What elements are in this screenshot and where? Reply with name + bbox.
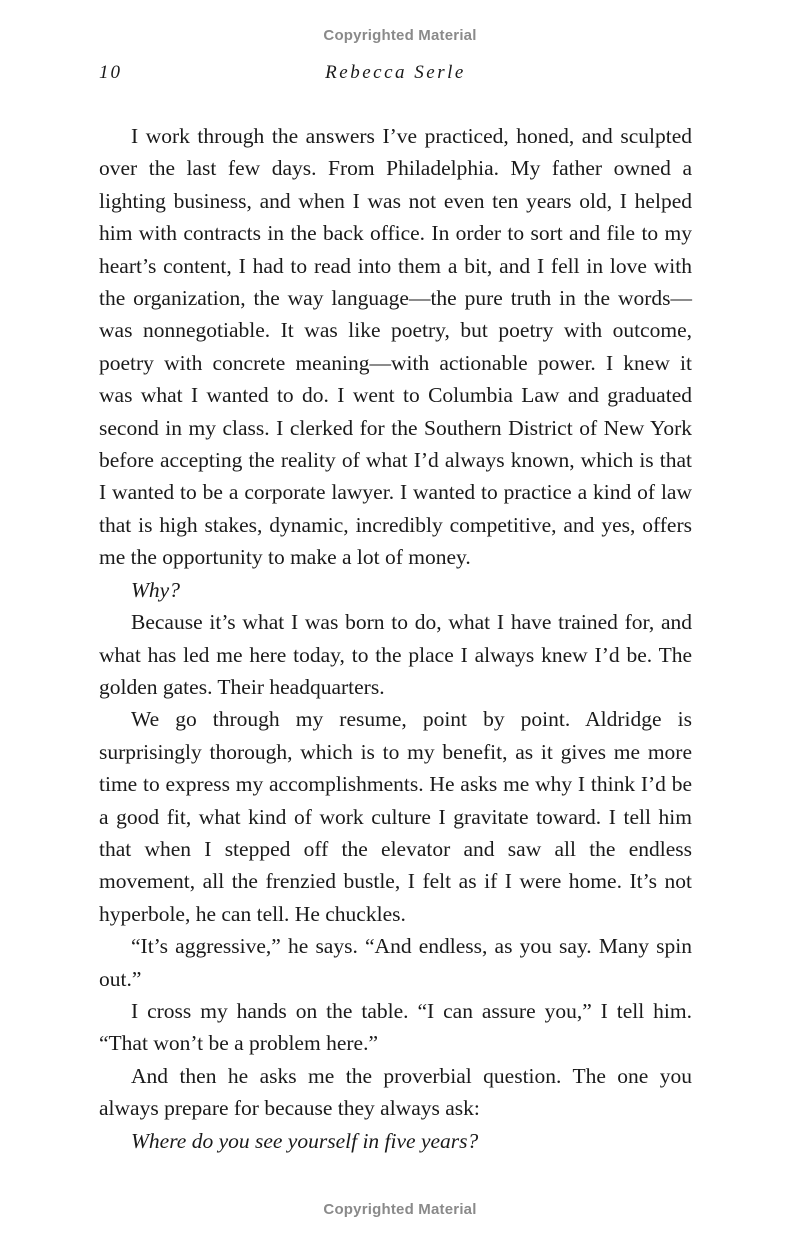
paragraph-why: Why? <box>131 577 180 602</box>
copyright-watermark-top: Copyrighted Material <box>323 27 477 44</box>
body-text <box>99 120 692 1157</box>
paragraph-cross-hands: I cross my hands on the table. “I can assure you,” I tell him. “That won’t be a problem here.” <box>99 998 692 1056</box>
running-head-author: Rebecca Serle <box>325 62 466 83</box>
paragraph-resume: We go through my resume, point by point. Aldridge is surprisingly thorough, which is to my benefit, as it gives me more time to express my accomplishments. He asks me why I think I’d be a good fit, what kind of work culture I gravitate toward. I tell him that when I stepped off the elevator and saw all the endless movement, all the frenzied bustle, I felt as if I were home. It’s not hyperbole, he can tell. He chuckles. <box>99 707 692 926</box>
paragraph-five-years: Where do you see yourself in five years? <box>131 1128 479 1153</box>
paragraph-interview-answers: I work through the answers I’ve practiced, honed, and sculpted over the last few days. From Philadelphia. My father owned a lighting business, and when I was not even ten years old, I helped him with contracts in the back office. In order to sort and file to my heart’s content, I had to read into them a bit, and I fell in love with the organization, the way language—the pure truth in the words—was nonnegotiable. It was like poetry, but poetry with outcome, poetry with concrete meaning—with actionable power. I knew it was what I wanted to do. I went to Columbia Law and graduated second in my class. I clerked for the Southern District of New York before accepting the reality of what I’d always known, which is that I wanted to be a corporate lawyer. I wanted to practice a kind of law that is high stakes, dynamic, incredibly competitive, and yes, offers me the opportunity to make a lot of money. <box>99 124 692 570</box>
page-header <box>99 62 692 88</box>
paragraph-aggressive-quote: “It’s aggressive,” he says. “And endless, as you say. Many spin out.” <box>99 934 692 991</box>
page-number: 10 <box>99 62 122 83</box>
paragraph-because: Because it’s what I was born to do, what I have trained for, and what has led me here today, to the place I always knew I’d be. The golden gates. Their headquarters. <box>99 610 692 699</box>
copyright-watermark-bottom: Copyrighted Material <box>323 1201 477 1218</box>
paragraph-proverbial-question: And then he asks me the proverbial question. The one you always prepare for because they always ask: <box>99 1063 692 1121</box>
